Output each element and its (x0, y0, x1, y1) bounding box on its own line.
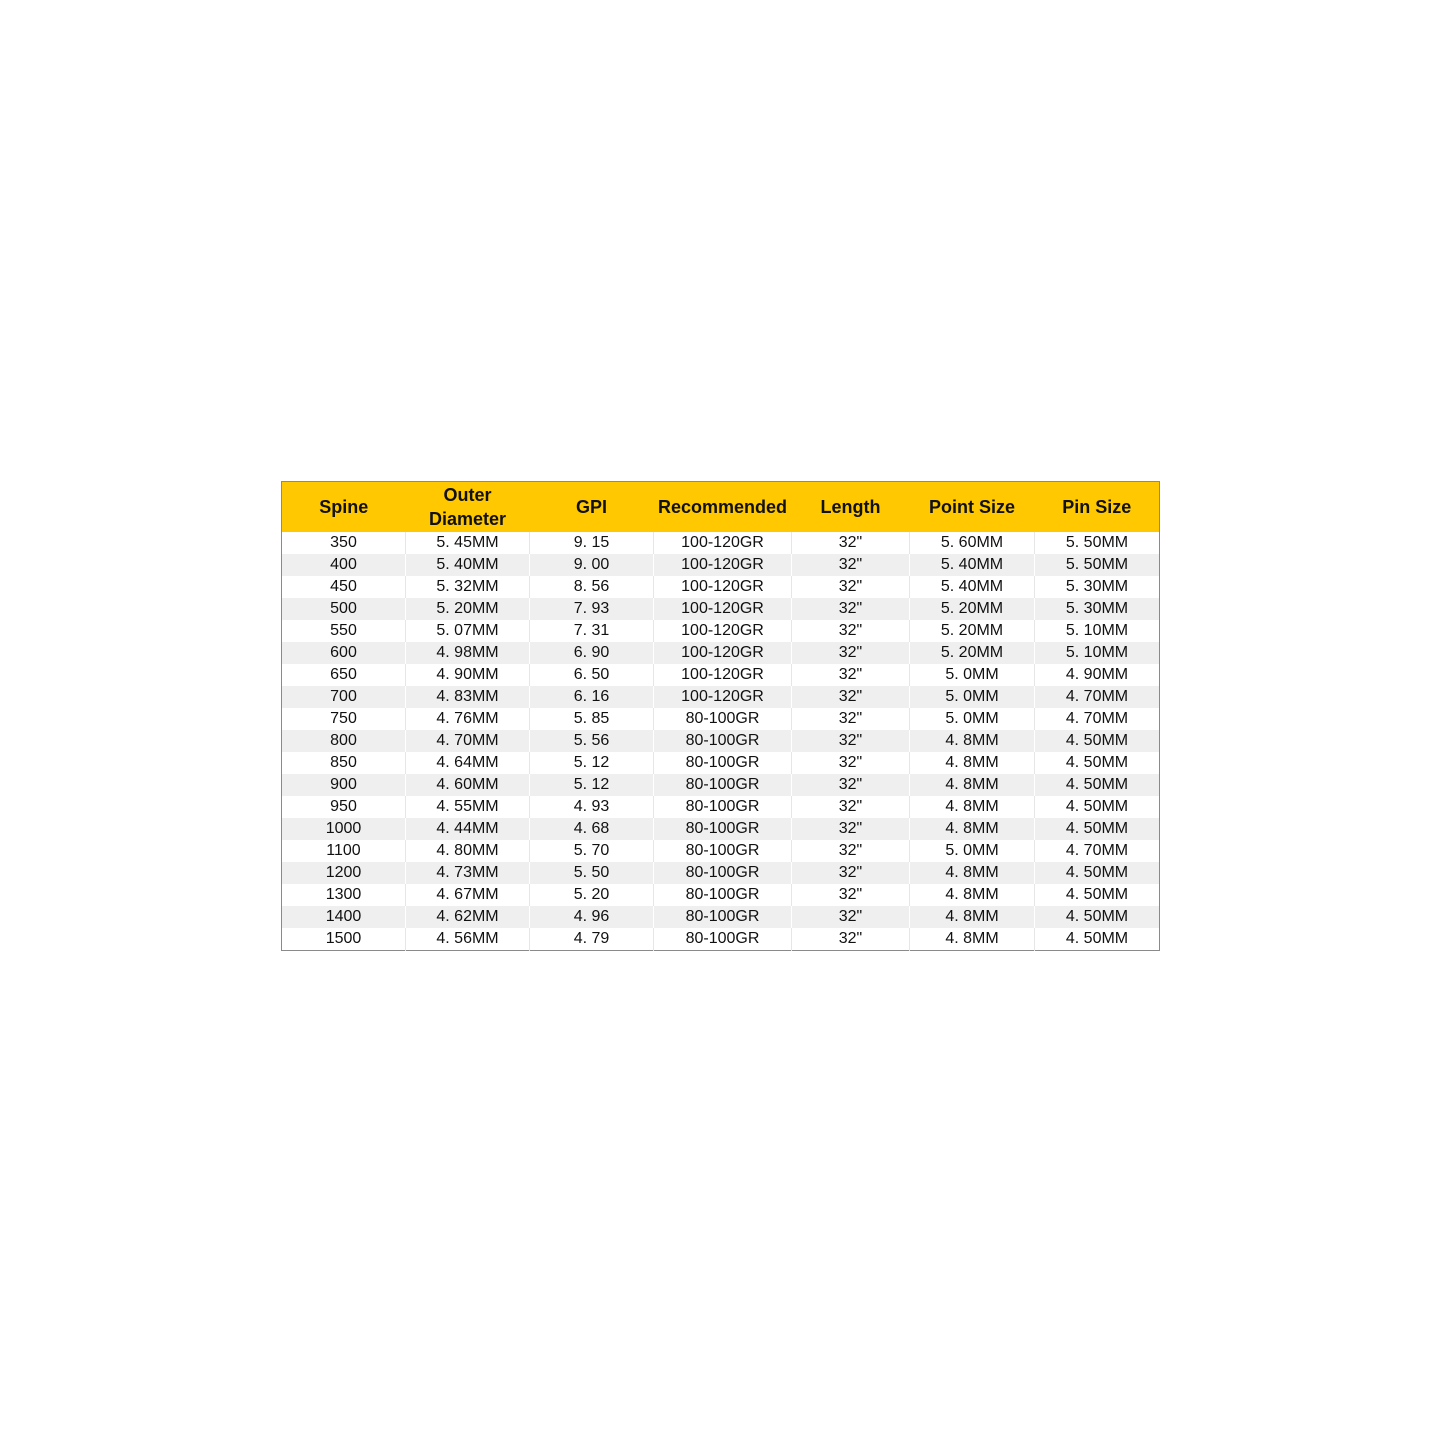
cell-recommended: 80-100GR (654, 818, 792, 840)
cell-spine: 700 (282, 686, 406, 708)
cell-length: 32" (792, 730, 910, 752)
cell-point-size: 4. 8MM (910, 862, 1035, 884)
cell-spine: 600 (282, 642, 406, 664)
cell-pin-size: 5. 10MM (1035, 642, 1160, 664)
cell-length: 32" (792, 708, 910, 730)
cell-recommended: 100-120GR (654, 598, 792, 620)
header-length: Length (792, 482, 910, 533)
cell-spine: 650 (282, 664, 406, 686)
cell-point-size: 5. 0MM (910, 686, 1035, 708)
cell-point-size: 4. 8MM (910, 928, 1035, 951)
cell-spine: 450 (282, 576, 406, 598)
header-gpi: GPI (530, 482, 654, 533)
cell-gpi: 5. 56 (530, 730, 654, 752)
cell-length: 32" (792, 928, 910, 951)
cell-recommended: 80-100GR (654, 840, 792, 862)
header-point-size: Point Size (910, 482, 1035, 533)
table-row (282, 818, 1160, 840)
cell-gpi: 5. 85 (530, 708, 654, 730)
cell-length: 32" (792, 532, 910, 554)
cell-gpi: 9. 15 (530, 532, 654, 554)
cell-pin-size: 5. 50MM (1035, 532, 1160, 554)
cell-recommended: 100-120GR (654, 532, 792, 554)
cell-spine: 1300 (282, 884, 406, 906)
cell-outer-diameter: 4. 98MM (406, 642, 530, 664)
cell-point-size: 5. 40MM (910, 554, 1035, 576)
cell-pin-size: 5. 10MM (1035, 620, 1160, 642)
cell-outer-diameter: 4. 64MM (406, 752, 530, 774)
cell-pin-size: 4. 50MM (1035, 752, 1160, 774)
cell-gpi: 7. 93 (530, 598, 654, 620)
header-row (282, 482, 1160, 533)
cell-pin-size: 4. 70MM (1035, 686, 1160, 708)
cell-gpi: 9. 00 (530, 554, 654, 576)
cell-point-size: 5. 40MM (910, 576, 1035, 598)
cell-point-size: 4. 8MM (910, 818, 1035, 840)
cell-outer-diameter: 4. 70MM (406, 730, 530, 752)
cell-spine: 1400 (282, 906, 406, 928)
cell-pin-size: 4. 50MM (1035, 928, 1160, 951)
cell-length: 32" (792, 664, 910, 686)
cell-spine: 350 (282, 532, 406, 554)
cell-length: 32" (792, 840, 910, 862)
cell-point-size: 5. 20MM (910, 620, 1035, 642)
cell-outer-diameter: 5. 07MM (406, 620, 530, 642)
cell-gpi: 5. 70 (530, 840, 654, 862)
cell-point-size: 5. 0MM (910, 708, 1035, 730)
cell-length: 32" (792, 906, 910, 928)
header-spine: Spine (282, 482, 406, 533)
cell-pin-size: 4. 50MM (1035, 862, 1160, 884)
cell-pin-size: 4. 50MM (1035, 730, 1160, 752)
cell-point-size: 4. 8MM (910, 752, 1035, 774)
cell-outer-diameter: 4. 73MM (406, 862, 530, 884)
cell-pin-size: 4. 50MM (1035, 818, 1160, 840)
cell-recommended: 100-120GR (654, 664, 792, 686)
cell-gpi: 4. 79 (530, 928, 654, 951)
cell-outer-diameter: 4. 55MM (406, 796, 530, 818)
cell-recommended: 100-120GR (654, 686, 792, 708)
cell-outer-diameter: 5. 45MM (406, 532, 530, 554)
cell-gpi: 5. 12 (530, 774, 654, 796)
cell-pin-size: 5. 30MM (1035, 576, 1160, 598)
cell-recommended: 80-100GR (654, 708, 792, 730)
table-row (282, 730, 1160, 752)
cell-spine: 800 (282, 730, 406, 752)
cell-recommended: 100-120GR (654, 554, 792, 576)
table-row (282, 906, 1160, 928)
cell-outer-diameter: 5. 20MM (406, 598, 530, 620)
cell-gpi: 4. 96 (530, 906, 654, 928)
cell-pin-size: 4. 90MM (1035, 664, 1160, 686)
cell-outer-diameter: 4. 44MM (406, 818, 530, 840)
table-row (282, 686, 1160, 708)
cell-gpi: 6. 50 (530, 664, 654, 686)
cell-point-size: 5. 20MM (910, 598, 1035, 620)
cell-recommended: 80-100GR (654, 862, 792, 884)
cell-length: 32" (792, 752, 910, 774)
cell-length: 32" (792, 620, 910, 642)
cell-gpi: 4. 93 (530, 796, 654, 818)
cell-length: 32" (792, 884, 910, 906)
cell-spine: 500 (282, 598, 406, 620)
cell-outer-diameter: 4. 80MM (406, 840, 530, 862)
cell-recommended: 80-100GR (654, 928, 792, 951)
table-row (282, 554, 1160, 576)
cell-spine: 1100 (282, 840, 406, 862)
cell-length: 32" (792, 686, 910, 708)
table-row (282, 664, 1160, 686)
cell-gpi: 5. 12 (530, 752, 654, 774)
cell-outer-diameter: 4. 90MM (406, 664, 530, 686)
cell-spine: 1500 (282, 928, 406, 951)
cell-length: 32" (792, 774, 910, 796)
cell-point-size: 4. 8MM (910, 730, 1035, 752)
cell-length: 32" (792, 818, 910, 840)
header-recommended: Recommended (654, 482, 792, 533)
cell-outer-diameter: 5. 40MM (406, 554, 530, 576)
cell-length: 32" (792, 642, 910, 664)
cell-recommended: 80-100GR (654, 752, 792, 774)
cell-gpi: 5. 50 (530, 862, 654, 884)
cell-gpi: 8. 56 (530, 576, 654, 598)
cell-pin-size: 4. 70MM (1035, 708, 1160, 730)
cell-gpi: 7. 31 (530, 620, 654, 642)
cell-pin-size: 4. 50MM (1035, 906, 1160, 928)
cell-gpi: 6. 90 (530, 642, 654, 664)
table-row (282, 840, 1160, 862)
cell-point-size: 4. 8MM (910, 906, 1035, 928)
cell-length: 32" (792, 554, 910, 576)
cell-length: 32" (792, 796, 910, 818)
cell-recommended: 80-100GR (654, 906, 792, 928)
cell-pin-size: 4. 50MM (1035, 774, 1160, 796)
cell-gpi: 4. 68 (530, 818, 654, 840)
table-row (282, 620, 1160, 642)
cell-spine: 400 (282, 554, 406, 576)
table-row (282, 774, 1160, 796)
cell-point-size: 4. 8MM (910, 884, 1035, 906)
cell-pin-size: 4. 70MM (1035, 840, 1160, 862)
cell-point-size: 4. 8MM (910, 774, 1035, 796)
cell-pin-size: 5. 30MM (1035, 598, 1160, 620)
cell-outer-diameter: 4. 83MM (406, 686, 530, 708)
arrow-spec-table (281, 481, 1160, 951)
cell-spine: 1200 (282, 862, 406, 884)
cell-outer-diameter: 5. 32MM (406, 576, 530, 598)
table-row (282, 642, 1160, 664)
header-outer-diameter: Outer Diameter (406, 482, 530, 533)
cell-spine: 900 (282, 774, 406, 796)
cell-length: 32" (792, 598, 910, 620)
cell-outer-diameter: 4. 62MM (406, 906, 530, 928)
table-header (282, 482, 1160, 533)
cell-recommended: 80-100GR (654, 796, 792, 818)
cell-outer-diameter: 4. 67MM (406, 884, 530, 906)
cell-recommended: 100-120GR (654, 620, 792, 642)
cell-point-size: 4. 8MM (910, 796, 1035, 818)
cell-length: 32" (792, 862, 910, 884)
cell-point-size: 5. 60MM (910, 532, 1035, 554)
cell-outer-diameter: 4. 56MM (406, 928, 530, 951)
table-row (282, 532, 1160, 554)
cell-recommended: 80-100GR (654, 774, 792, 796)
cell-pin-size: 4. 50MM (1035, 884, 1160, 906)
cell-outer-diameter: 4. 76MM (406, 708, 530, 730)
table-row (282, 884, 1160, 906)
header-pin-size: Pin Size (1035, 482, 1160, 533)
table-row (282, 752, 1160, 774)
table-row (282, 708, 1160, 730)
cell-spine: 950 (282, 796, 406, 818)
cell-spine: 750 (282, 708, 406, 730)
table-row (282, 576, 1160, 598)
cell-point-size: 5. 0MM (910, 840, 1035, 862)
cell-recommended: 80-100GR (654, 730, 792, 752)
table-body (282, 532, 1160, 951)
cell-recommended: 100-120GR (654, 642, 792, 664)
cell-spine: 1000 (282, 818, 406, 840)
cell-gpi: 5. 20 (530, 884, 654, 906)
cell-point-size: 5. 0MM (910, 664, 1035, 686)
cell-gpi: 6. 16 (530, 686, 654, 708)
table-row (282, 598, 1160, 620)
cell-recommended: 100-120GR (654, 576, 792, 598)
table-row (282, 862, 1160, 884)
cell-outer-diameter: 4. 60MM (406, 774, 530, 796)
cell-spine: 550 (282, 620, 406, 642)
table-row (282, 928, 1160, 951)
cell-pin-size: 4. 50MM (1035, 796, 1160, 818)
table-row (282, 796, 1160, 818)
cell-length: 32" (792, 576, 910, 598)
cell-point-size: 5. 20MM (910, 642, 1035, 664)
cell-recommended: 80-100GR (654, 884, 792, 906)
cell-spine: 850 (282, 752, 406, 774)
cell-pin-size: 5. 50MM (1035, 554, 1160, 576)
